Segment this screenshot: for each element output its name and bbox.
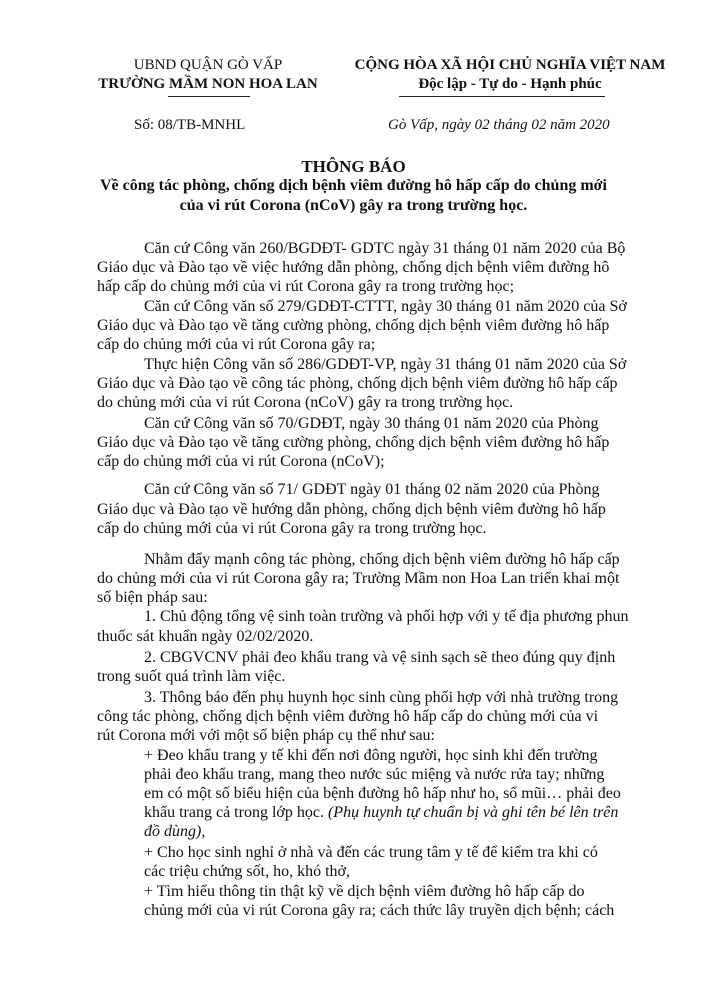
body-line: Giáo dục và Đào tạo về tăng cường phòng, chống dịch bệnh viêm đường hô hấp <box>97 317 610 334</box>
body-line: + Cho học sinh nghỉ ở nhà và đến các trung tâm y tế để kiểm tra khi có <box>144 844 598 861</box>
issuer-underline <box>168 96 250 97</box>
body-line: Giáo dục và Đào tạo về hướng dẫn phòng, chống dịch bệnh viêm đường hô hấp <box>97 501 606 518</box>
body-line: đồ dùng), <box>144 823 206 840</box>
body-line-text: khẩu trang cả trong lớp học. <box>144 804 324 821</box>
body-line: Căn cứ Công văn số 70/GDĐT, ngày 30 tháng 01 năm 2020 của Phòng <box>144 415 599 432</box>
body-line: + Đeo khẩu trang y tế khi đến nơi đông người, học sinh khi đến trường <box>144 747 598 764</box>
national-title: CỘNG HÒA XÃ HỘI CHỦ NGHĨA VIỆT NAM <box>354 57 666 73</box>
document-title: THÔNG BÁO <box>301 157 406 176</box>
body-line: 3. Thông báo đến phụ huynh học sinh cùng phối hợp với nhà trường trong <box>144 689 619 706</box>
body-line: Giáo dục và Đào tạo về việc hướng dẫn phòng, chống dịch bệnh viêm đường hô <box>97 259 610 276</box>
body-line: cấp do chủng mới của vi rút Corona (nCoV); <box>97 453 385 470</box>
body-line: công tác phòng, chống dịch bệnh viêm đường hô hấp cấp do chủng mới của vi <box>97 708 599 725</box>
national-motto: Độc lập - Tự do - Hạnh phúc <box>418 76 602 92</box>
body-line: Thực hiện Công văn số 286/GDĐT-VP, ngày 31 tháng 01 năm 2020 của Sở <box>144 356 627 373</box>
parent-note: (Phụ huynh tự chuẩn bị và ghi tên bé lên trên <box>327 804 619 821</box>
body-line: hấp cấp do chủng mới của vi rút Corona gây ra trong trường học; <box>97 278 515 295</box>
body-line: Nhằm đẩy mạnh công tác phòng, chống dịch bệnh viêm đường hô hấp cấp <box>144 551 620 568</box>
body-line: Giáo dục và Đào tạo về tăng cường phòng, chống dịch bệnh viêm đường hô hấp <box>97 434 610 451</box>
body-line: Căn cứ Công văn 260/BGDĐT- GDTC ngày 31 tháng 01 năm 2020 của Bộ <box>144 240 626 257</box>
body-line: 1. Chủ động tổng vệ sinh toàn trường và phối hợp với y tế địa phương phun <box>144 608 629 625</box>
body-line: Căn cứ Công văn số 71/ GDĐT ngày 01 tháng 02 năm 2020 của Phòng <box>144 481 600 498</box>
document-number: Số: 08/TB-MNHL <box>134 117 246 133</box>
body-line: + Tìm hiểu thông tin thật kỹ về dịch bệnh viêm đường hô hấp cấp do <box>144 883 585 900</box>
body-line: Giáo dục và Đào tạo về công tác phòng, chống dịch bệnh viêm đường hô hấp cấp <box>97 375 618 392</box>
motto-underline <box>399 96 605 97</box>
body-line: trong suốt quá trình làm việc. <box>97 668 286 685</box>
document-subtitle-line1: Về công tác phòng, chống dịch bệnh viêm đường hô hấp cấp do chủng mới <box>100 177 607 194</box>
body-line: các triệu chứng sốt, ho, khó thở, <box>144 863 350 880</box>
body-line: do chủng mới của vi rút Corona (nCoV) gây ra trong trường học. <box>97 394 514 411</box>
document-subtitle-line2: của vi rút Corona (nCoV) gây ra trong trường học. <box>179 197 528 214</box>
body-line: cấp do chủng mới của vi rút Corona gây ra; <box>97 336 376 353</box>
issuer-school: TRƯỜNG MẦM NON HOA LAN <box>98 76 318 92</box>
body-line <box>144 803 618 822</box>
body-line: thuốc sát khuẩn ngày 02/02/2020. <box>97 628 314 645</box>
body-line: số biện pháp sau: <box>97 589 208 606</box>
body-line: do chủng mới của vi rút Corona gây ra; Trường Mầm non Hoa Lan triển khai một <box>97 570 620 587</box>
body-line: em có một số biểu hiện của bệnh đường hô hấp như ho, sổ mũi… phải đeo <box>144 785 621 802</box>
body-line: Căn cứ Công văn số 279/GDĐT-CTTT, ngày 30 tháng 01 năm 2020 của Sở <box>144 298 627 315</box>
body-line: rút Corona mới với một số biện pháp cụ thể như sau: <box>97 727 435 744</box>
body-line: cấp do chủng mới của vi rút Corona gây ra trong trường học. <box>97 520 487 537</box>
body-line: phải đeo khẩu trang, mang theo nước súc miệng và nước rửa tay; những <box>144 766 605 783</box>
issuer-authority: UBND QUẬN GÒ VẤP <box>133 57 283 73</box>
body-line: chủng mới của vi rút Corona gây ra; cách thức lây truyền dịch bệnh; cách <box>144 902 615 919</box>
place-date: Gò Vấp, ngày 02 tháng 02 năm 2020 <box>388 117 610 133</box>
body-line: 2. CBGVCNV phải đeo khẩu trang và vệ sinh sạch sẽ theo đúng quy định <box>144 649 616 666</box>
